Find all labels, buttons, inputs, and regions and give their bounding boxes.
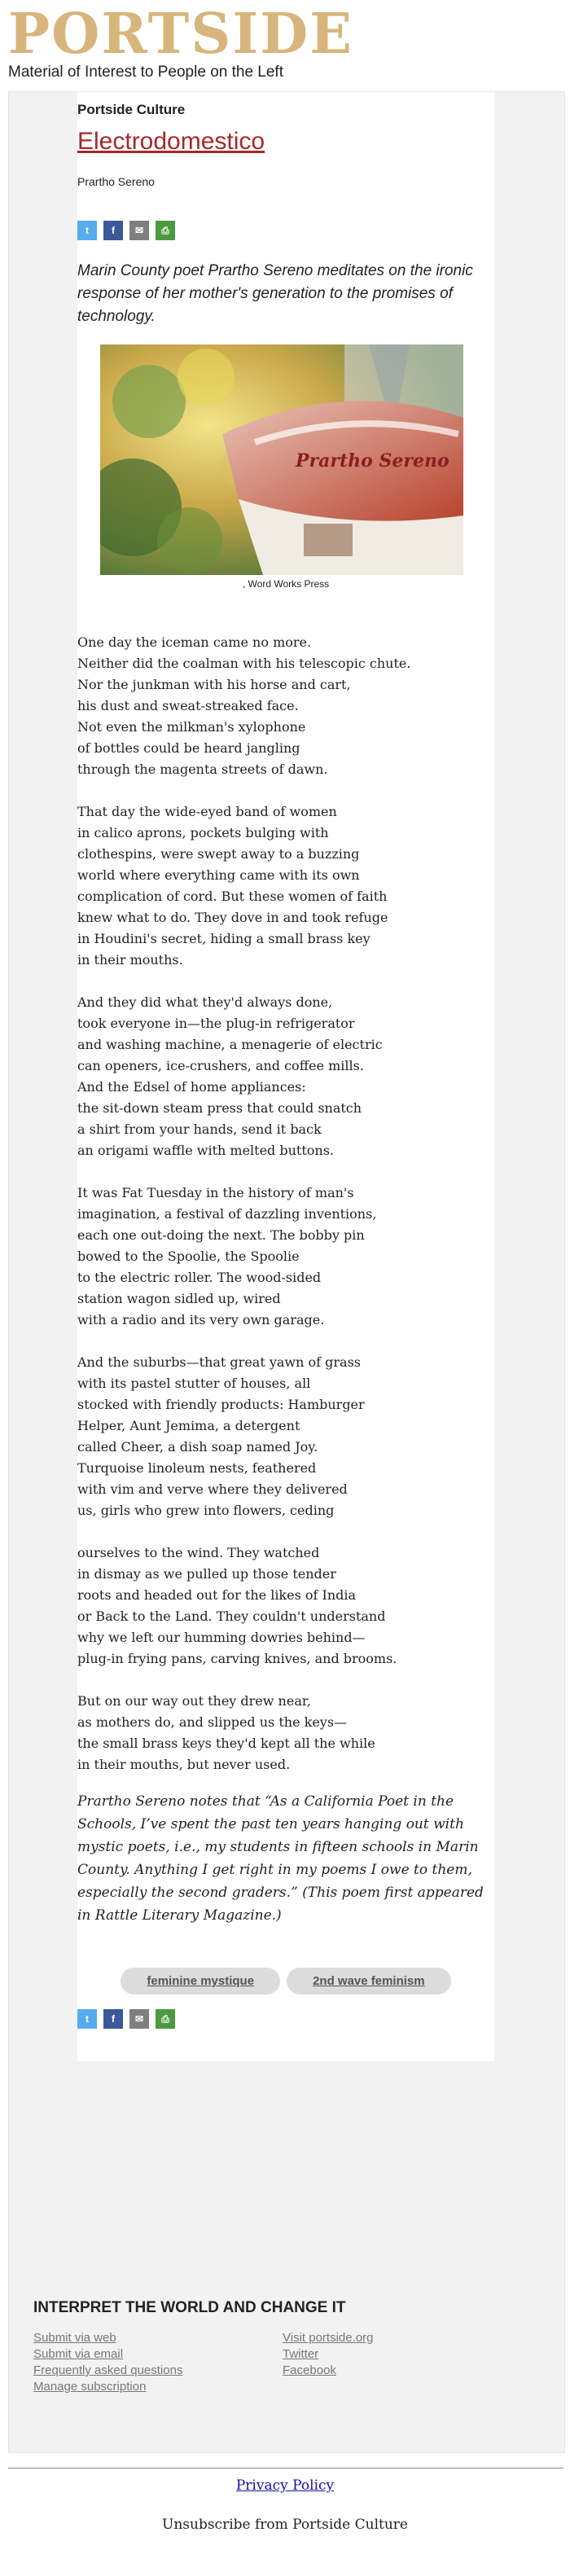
privacy-policy-link[interactable]: Privacy Policy	[235, 2477, 335, 2494]
poem-line: ourselves to the wind. They watched	[77, 1545, 320, 1560]
poem-stanza	[77, 1543, 494, 1670]
poem-stanza	[77, 1183, 494, 1331]
poem-line: One day the iceman came no more.	[77, 634, 312, 650]
article-card	[8, 91, 565, 2453]
submit-via-web-link[interactable]: Submit via web	[33, 2331, 116, 2345]
email-icon: ✉	[134, 225, 144, 236]
poem-stanza	[77, 1352, 494, 1521]
email-share-button[interactable]	[129, 2009, 149, 2029]
poem-line: of bottles could be heard jangling	[77, 740, 300, 756]
poem-line: bowed to the Spoolie, the Spoolie	[77, 1249, 300, 1264]
section-label: Portside Culture	[77, 102, 186, 117]
poem-line: and washing machine, a menagerie of electric	[77, 1037, 383, 1052]
twitter-share-button[interactable]	[77, 2009, 97, 2029]
poem-line: station wagon sidled up, wired	[77, 1291, 281, 1306]
email-icon: ✉	[134, 2013, 144, 2025]
visit-portside-link[interactable]: Visit portside.org	[283, 2331, 374, 2345]
poem-stanza	[77, 632, 494, 780]
manage-subscription-link[interactable]: Manage subscription	[33, 2380, 147, 2394]
poem-line: And the Edsel of home appliances:	[77, 1079, 306, 1095]
poem-line: through the magenta streets of dawn.	[77, 761, 328, 777]
poem-line: knew what to do. They dove in and took refuge	[77, 910, 388, 925]
masthead	[8, 2, 353, 81]
poem-line: or Back to the Land. They couldn't understand	[77, 1608, 386, 1624]
twitter-icon: t	[86, 2013, 89, 2025]
poem-stanza	[77, 992, 494, 1161]
poem-line: clothespins, were swept away to a buzzing	[77, 846, 360, 862]
twitter-icon: t	[86, 225, 89, 236]
print-button[interactable]	[156, 2009, 175, 2029]
poem-stanza	[77, 1691, 494, 1775]
poem-line: his dust and sweat-streaked face.	[77, 698, 299, 713]
poem-line: called Cheer, a dish soap named Joy.	[77, 1439, 318, 1455]
share-buttons-bottom	[77, 2009, 494, 2061]
poem-line: Neither did the coalman with his telescopic chute.	[77, 656, 411, 671]
poem-line: Turquoise linoleum nests, feathered	[77, 1460, 317, 1476]
faq-link[interactable]: Frequently asked questions	[33, 2363, 183, 2377]
poem-line: complication of cord. But these women of faith	[77, 889, 388, 904]
article-dek: Marin County poet Prartho Sereno meditates on the ironic response of her mother's generation to the promises of technology.	[77, 262, 473, 325]
poem-line: to the electric roller. The wood-sided	[77, 1270, 322, 1285]
facebook-icon: f	[112, 225, 115, 236]
poem-line: in dismay as we pulled up those tender	[77, 1566, 336, 1582]
poem-line: an origami waffle with melted buttons.	[77, 1143, 335, 1158]
poem-line: Not even the milkman's xylophone	[77, 719, 306, 735]
facebook-share-button[interactable]	[103, 2009, 123, 2029]
poem-line: in their mouths, but never used.	[77, 1757, 291, 1772]
tag-feminine-mystique[interactable]: feminine mystique	[121, 1968, 280, 1995]
twitter-link[interactable]: Twitter	[283, 2347, 319, 2361]
poem-stanza	[77, 801, 494, 971]
poem-line: each one out-doing the next. The bobby pin	[77, 1227, 365, 1243]
article-body	[77, 92, 494, 2061]
tag-list	[77, 1968, 494, 1995]
book-cover-image	[100, 344, 463, 575]
cover-author-text: Prartho Sereno	[296, 450, 449, 472]
footer-title: INTERPRET THE WORLD AND CHANGE IT	[33, 2299, 346, 2316]
poem-line: took everyone in—the plug-in refrigerator	[77, 1016, 355, 1031]
poem-line: the sit-down steam press that could snatch	[77, 1100, 362, 1116]
poem-line: as mothers do, and slipped us the keys—	[77, 1714, 348, 1730]
share-buttons-top	[77, 221, 494, 240]
facebook-share-button[interactable]	[103, 221, 123, 240]
poem-line: a shirt from your hands, send it back	[77, 1121, 322, 1137]
footer-links	[33, 2299, 546, 2395]
poem-line: Helper, Aunt Jemima, a detergent	[77, 1418, 300, 1433]
poem-line: can openers, ice-crushers, and coffee mills.	[77, 1058, 364, 1073]
facebook-link[interactable]: Facebook	[283, 2363, 336, 2377]
submit-via-email-link[interactable]: Submit via email	[33, 2347, 124, 2361]
poem-line: in calico aprons, pockets bulging with	[77, 825, 329, 840]
poem-line: with a radio and its very own garage.	[77, 1312, 325, 1327]
poem-line: in Houdini's secret, hiding a small brass key	[77, 931, 370, 946]
poem-line: with vim and verve where they delivered	[77, 1481, 348, 1497]
poem-line: And they did what they'd always done,	[77, 994, 333, 1010]
poem-line: stocked with friendly products: Hamburger	[77, 1397, 365, 1412]
poem-line: It was Fat Tuesday in the history of man's	[77, 1185, 354, 1200]
article-title-link[interactable]: Electrodomestico	[77, 128, 265, 155]
unsubscribe-link[interactable]: Unsubscribe from Portside Culture	[162, 2517, 408, 2533]
masthead-tagline: Material of Interest to People on the Left	[8, 64, 283, 81]
portside-logo[interactable]: PORTSIDE	[8, 2, 353, 67]
email-share-button[interactable]	[129, 221, 149, 240]
twitter-share-button[interactable]	[77, 221, 97, 240]
facebook-icon: f	[112, 2013, 115, 2025]
tag-2nd-wave-feminism[interactable]: 2nd wave feminism	[287, 1968, 451, 1995]
author-note: Prartho Sereno notes that “As a California Poet in the Schools, I’ve spent the past ten years hanging out with mystic poets, i.e., my students in fifteen schools in Marin County. Anything I get right in my poems I owe to them, especially the second graders.” (This poem first appeared in Rattle Literary Magazine.)	[77, 1793, 484, 1924]
poem-line: us, girls who grew into flowers, ceding	[77, 1503, 335, 1518]
poem	[77, 632, 494, 1775]
poem-line: with its pastel stutter of houses, all	[77, 1376, 311, 1391]
poem-line: the small brass keys they'd kept all the while	[77, 1736, 375, 1751]
print-icon: ⎙	[161, 2012, 169, 2025]
poem-line: Nor the junkman with his horse and cart,	[77, 677, 351, 692]
poem-line: why we left our humming dowries behind—	[77, 1630, 366, 1645]
footer-left-column	[33, 2330, 283, 2395]
print-button[interactable]	[156, 221, 175, 240]
book-cover-illustration	[100, 344, 463, 575]
footer-right-column	[283, 2330, 532, 2395]
print-icon: ⎙	[161, 224, 169, 236]
poem-line: But on our way out they drew near,	[77, 1693, 311, 1709]
poem-line: world where everything came with its own	[77, 867, 360, 883]
poem-line: plug-in frying pans, carving knives, and brooms.	[77, 1651, 397, 1666]
poem-line: imagination, a festival of dazzling inventions,	[77, 1206, 377, 1222]
poem-line: That day the wide-eyed band of women	[77, 804, 337, 819]
poem-line: in their mouths.	[77, 952, 183, 968]
article-author: Prartho Sereno	[77, 175, 155, 188]
image-caption: , Word Works Press	[242, 578, 330, 590]
poem-line: And the suburbs—that great yawn of grass	[77, 1354, 361, 1370]
poem-line: roots and headed out for the likes of India	[77, 1587, 357, 1603]
